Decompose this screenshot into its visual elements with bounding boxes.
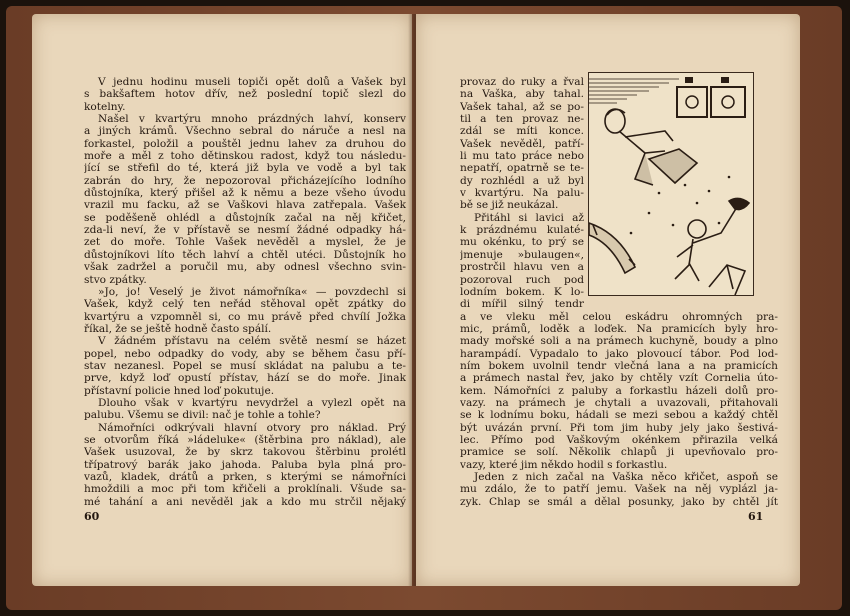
text-line: mu okénku, to prý se bbox=[460, 236, 584, 249]
text-line: však zadržel a poručil mu, aby odnesl všechno svin- bbox=[84, 261, 406, 274]
text-line: stvo zpátky. bbox=[84, 273, 147, 286]
left-page-number: 60 bbox=[84, 510, 100, 523]
text-line: zdál se míti konce. bbox=[460, 125, 584, 138]
text-line: V jednu hodinu museli topiči opět dolů a Vašek byl bbox=[98, 76, 406, 88]
text-line: til a ten provaz ne- bbox=[460, 113, 584, 126]
text-line: se poděšeně ohlédl a důstojník začal na něj křičet, bbox=[84, 211, 406, 224]
text-line: prostrčil hlavu ven a bbox=[460, 261, 584, 274]
text-line: s bakšaftem hotov dřív, než poslední topič slezl do bbox=[84, 88, 406, 101]
text-line: hmoždili a moc při tom křičeli a proklínali. Všude sa- bbox=[84, 483, 406, 496]
right-page bbox=[416, 14, 800, 586]
text-line: v kvartýru. Na palu- bbox=[460, 187, 584, 200]
text-line: Přitáhl si lavici až bbox=[474, 211, 584, 224]
text-line: stav nezanesl. Popel se musí skládat na palubu a te- bbox=[84, 359, 406, 372]
text-line: provaz do ruky a řval bbox=[460, 76, 584, 88]
text-line: Námořníci odkrývali hlavní otvory pro náklad. Prý bbox=[98, 421, 406, 434]
text-line: se k lodnímu boku, hádali se mezi sebou a každý chtěl bbox=[460, 409, 778, 422]
text-line: zda-li neví, že v přístavě se nesmí žádné odpadky há- bbox=[84, 224, 406, 237]
text-line: V žádném přístavu na celém světě nesmí se házet bbox=[98, 335, 406, 348]
text-line: Jeden z nich začal na Vaška něco křičet, aspoň se bbox=[474, 471, 778, 483]
illustration-drawing bbox=[589, 73, 753, 295]
text-line: mic, prámů, loděk a loďek. Na pramicích byly hro- bbox=[460, 322, 778, 335]
text-line: Vašek, když celý ten neřád stěhoval opět zpátky do bbox=[84, 298, 406, 311]
text-line: mady mořské soli a na prámech kuchyně, boudy a plno bbox=[460, 335, 778, 348]
text-line: kotelny. bbox=[84, 100, 126, 113]
text-line: palubu. Všemu se divil: nač je tohle a tohle? bbox=[84, 409, 321, 422]
text-line: moře a měl z toho dětinskou radost, když tou následu- bbox=[84, 150, 406, 163]
text-line: přístavní policie hned loď pokutuje. bbox=[84, 384, 275, 397]
text-line: Dlouho však v kvartýru nevydržel a vylezl opět na bbox=[98, 396, 406, 409]
text-line: mu zdálo, že to patří jemu. Vašek na něj vyplázl ja- bbox=[460, 483, 778, 496]
text-line: zet do moře. Tohle Vašek nevěděl a myslel, že je bbox=[84, 236, 406, 249]
text-line: důstojníka, který přišel až k němu a beze všeho úvodu bbox=[84, 187, 406, 200]
text-line: Vašek tahal, až se po- bbox=[460, 100, 584, 113]
text-line: vazy, které jim někdo hodil s forkastlu. bbox=[460, 458, 668, 471]
text-line: di mířil silný tendr bbox=[460, 298, 584, 311]
text-line: k prázdnému kulaté- bbox=[460, 224, 584, 237]
text-line: Vašek nevěděl, patří- bbox=[460, 137, 584, 150]
text-line: lec. Přímo pod Vaškovým okénkem přirazila velká bbox=[460, 433, 778, 446]
text-line: na Vaška, aby tahal. bbox=[460, 88, 584, 101]
text-line: dy rozhlédl a už byl bbox=[460, 174, 584, 187]
text-line: ním bokem uvolnil tendr vlečná lana a na pramicích bbox=[460, 359, 778, 372]
text-line: »Jo, jo! Veselý je život námořníka« — povzdechl si bbox=[98, 285, 406, 298]
text-line: vrazil mu facku, až se Vaškovi hlava zatřepala. Vašek bbox=[84, 199, 406, 212]
text-line: a ve vleku měl celou eskádru ohromných pra- bbox=[460, 310, 778, 323]
text-line: kem. Námořníci z paluby a forkastlu házeli dolů pro- bbox=[460, 384, 778, 397]
text-line: se otvorům říká »ládeluke« (štěrbina pro náklad), ale bbox=[84, 433, 406, 446]
text-line: lodním bokem. K lo- bbox=[460, 285, 584, 298]
text-line: harampádí. Vypadalo to jako plovoucí tábor. Pod lod- bbox=[460, 347, 778, 360]
text-line: popel, nebo odpadky do vody, aby se během času pří- bbox=[84, 347, 406, 360]
text-line: a jiných krámů. Všechno sebral do náruče a nesl na bbox=[84, 125, 406, 138]
text-line: bě se již neukázal. bbox=[460, 199, 559, 212]
text-line: a prámech nastal řev, jako by chtěly vzít Cornelia úto- bbox=[460, 372, 778, 385]
left-page bbox=[32, 14, 412, 586]
text-line: nepatří, opatrně se te- bbox=[460, 162, 584, 175]
text-line: forkastel, položil a pouštěl jednu lahev za druhou do bbox=[84, 137, 406, 150]
text-line: li mu tato práce nebo bbox=[460, 150, 584, 163]
text-line: vazy. na prámech je chytali a uvazovali, přitahovali bbox=[460, 396, 778, 409]
text-line: pozoroval ruch pod bbox=[460, 273, 584, 286]
text-line: jící se střefil do té, která již byla ve vodě a byl tak bbox=[84, 162, 406, 175]
text-line: pramice se solí. Několik chlapů ji upevňovalo pro- bbox=[460, 446, 778, 459]
text-line: zabrán do hry, že nepozoroval přicházejícího lodního bbox=[84, 174, 406, 187]
text-line: třípatrový barák jako jahoda. Paluba byla plná pro- bbox=[84, 458, 406, 471]
text-line: Našel v kvartýru mnoho prázdných lahví, konserv bbox=[98, 113, 406, 126]
text-line: důstojníkovi líto těch lahví a chtěl utéci. Důstojník ho bbox=[84, 248, 406, 261]
text-line: zyk. Chlap se smál a dělal posunky, jako by chtěl jít bbox=[460, 495, 778, 508]
right-page-number: 61 bbox=[748, 510, 764, 523]
text-line: kvartýru a vzpomněl si, co mu právě před chvílí Jožka bbox=[84, 310, 406, 323]
text-line: říkal, že se ještě hodně často spálí. bbox=[84, 322, 272, 335]
text-line: jmenuje »bulaugen«, bbox=[460, 248, 584, 261]
text-line: mé tahání a ani nevěděl jak a kdo mu strčil nějaký bbox=[84, 495, 406, 508]
left-page-text bbox=[84, 76, 406, 508]
text-line: Vašek usuzoval, že by skrz takovou štěrbinu prolétl bbox=[84, 446, 406, 459]
text-line: vazů, kladek, drátů a prken, s kterými se námořníci bbox=[84, 471, 406, 483]
ship-deck-illustration bbox=[588, 72, 754, 296]
text-line: prve, když loď opustí přístav, hází se do moře. Jinak bbox=[84, 372, 406, 385]
text-line: být uvázán první. Při tom jim huby jely jako šestivá- bbox=[460, 421, 778, 434]
